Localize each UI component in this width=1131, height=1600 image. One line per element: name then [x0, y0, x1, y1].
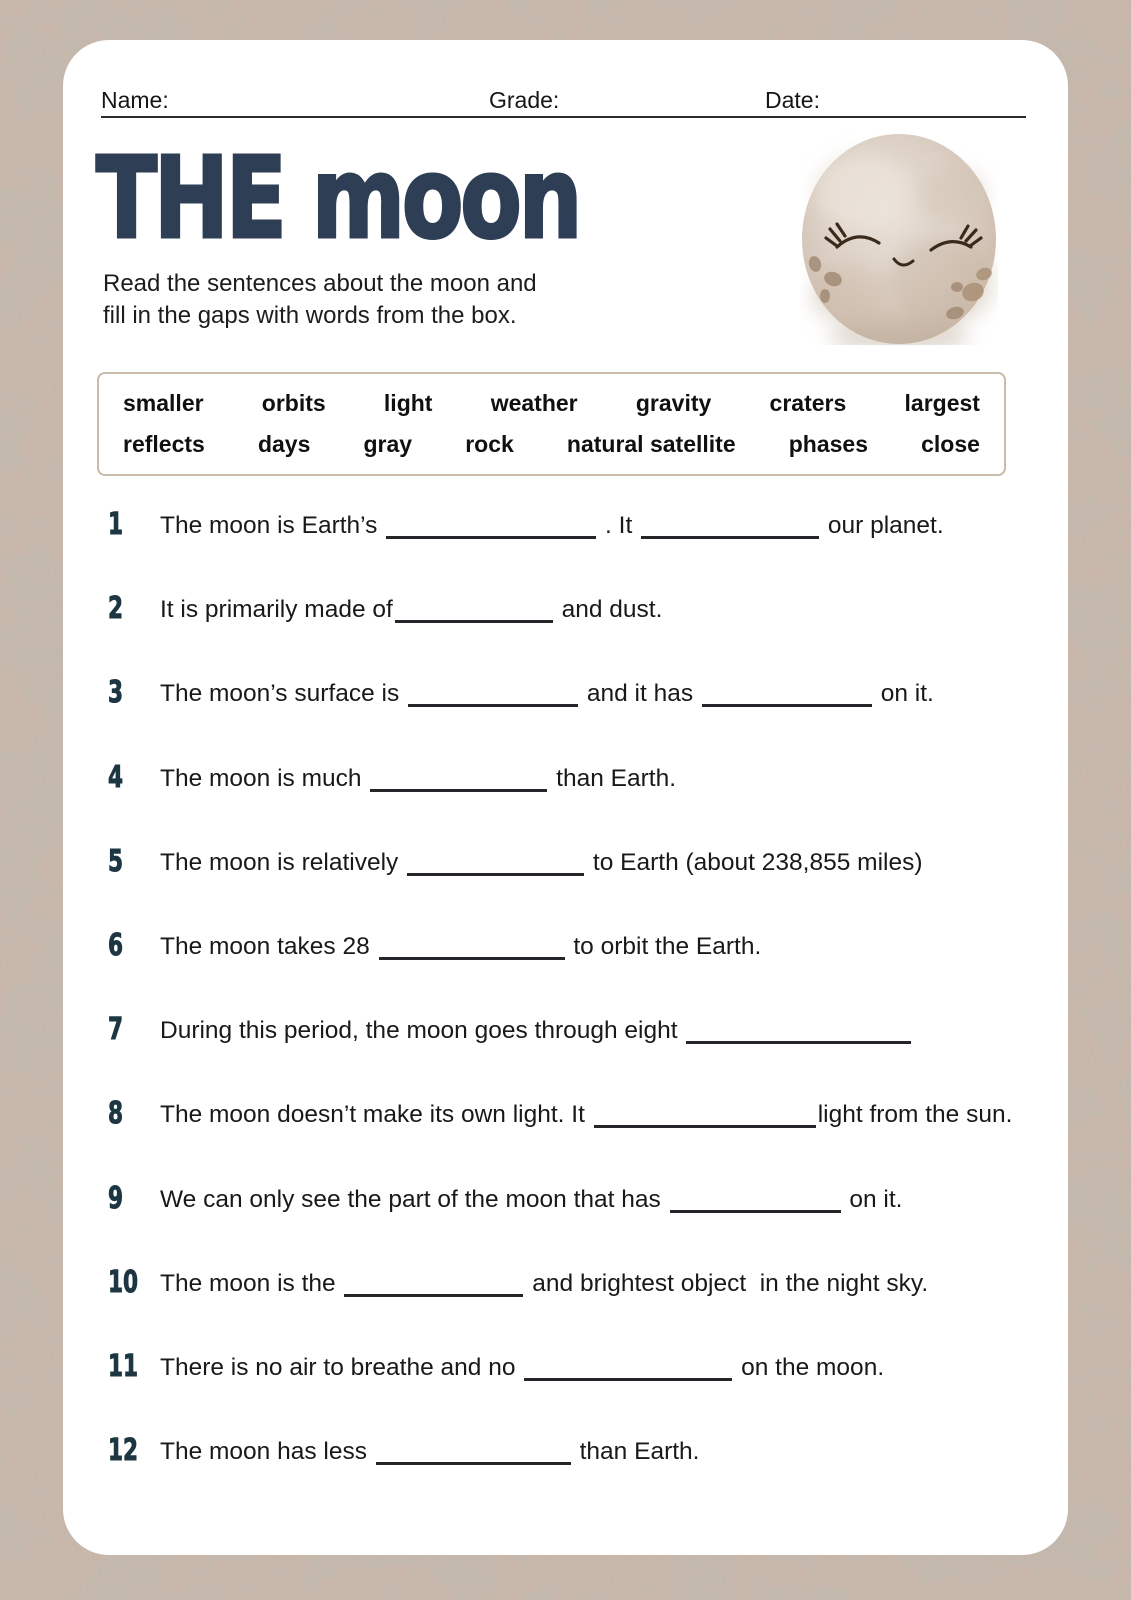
- instructions-line-1: Read the sentences about the moon and: [103, 270, 537, 297]
- sentence-text: [160, 763, 676, 794]
- fill-in-blank[interactable]: [379, 937, 565, 960]
- word-bank-item: natural satellite: [566, 431, 736, 457]
- sentence-fragment: to orbit the Earth.: [566, 932, 762, 960]
- sentence-row: [108, 1180, 1043, 1268]
- word-bank-item: days: [257, 431, 311, 457]
- word-bank-item: gravity: [635, 390, 712, 416]
- sentence-fragment: than Earth.: [549, 764, 677, 792]
- sentence-row: [108, 675, 1043, 762]
- fill-in-blank[interactable]: [395, 600, 553, 623]
- sentence-number: 11: [108, 1348, 139, 1384]
- sentence-number: 9: [108, 1180, 124, 1216]
- sentence-row: [108, 759, 1043, 847]
- word-bank-item: close: [921, 431, 980, 457]
- sentence-fragment: During this period, the moon goes through eight: [160, 1017, 685, 1045]
- sentence-text: [160, 1099, 1012, 1130]
- sentence-row: [108, 1012, 1043, 1099]
- sentence-text: [160, 678, 934, 709]
- sentence-fragment: on it.: [842, 1185, 903, 1213]
- sentence-fragment: on the moon.: [734, 1353, 885, 1381]
- fill-in-blank[interactable]: [524, 1358, 732, 1381]
- sentence-row: [108, 1096, 1043, 1183]
- word-bank-row-2: [123, 431, 980, 458]
- sentence-fragment: We can only see the part of the moon that has: [160, 1185, 668, 1213]
- sentence-text: [160, 1015, 913, 1046]
- fill-in-blank[interactable]: [407, 853, 584, 876]
- sentence-fragment: on it.: [873, 680, 934, 708]
- word-bank-row-1: [123, 390, 980, 417]
- word-bank-item: gray: [363, 431, 413, 457]
- sentence-fragment: The moon is the: [160, 1269, 343, 1297]
- sentence-number: 6: [108, 927, 124, 963]
- word-bank-item: smaller: [123, 390, 204, 416]
- sentence-fragment: The moon’s surface is: [160, 680, 407, 708]
- sentence-row: [108, 1348, 1043, 1436]
- date-label: Date:: [765, 87, 820, 113]
- sentence-row: [108, 591, 1043, 678]
- sentence-number: 3: [108, 675, 124, 711]
- fill-in-blank[interactable]: [344, 1274, 523, 1297]
- sentence-number: 7: [108, 1012, 124, 1048]
- word-bank: [97, 372, 1006, 476]
- sentence-text: [160, 931, 761, 962]
- sentence-number: 8: [108, 1096, 124, 1132]
- sentence-fragment: and dust.: [554, 596, 663, 624]
- sentence-fragment: our planet.: [821, 512, 944, 539]
- sentence-fragment: than Earth.: [572, 1438, 700, 1466]
- sentence-number: 4: [108, 759, 124, 795]
- sentence-fragment: The moon has less: [160, 1438, 374, 1466]
- sentence-text: [160, 1436, 699, 1467]
- fill-in-blank[interactable]: [376, 1442, 571, 1465]
- sentence-number: 10: [108, 1264, 139, 1300]
- word-bank-item: phases: [788, 431, 868, 457]
- word-bank-item: craters: [769, 390, 847, 416]
- sentence-row: [108, 507, 1043, 594]
- sleeping-moon-illustration: [800, 133, 998, 345]
- sentence-text: [160, 1184, 903, 1215]
- word-bank-item: largest: [904, 390, 980, 416]
- instructions: [103, 268, 537, 332]
- word-bank-item: light: [383, 390, 433, 416]
- sentence-number: 2: [108, 591, 124, 627]
- header-write-line[interactable]: [101, 116, 1026, 118]
- word-bank-item: orbits: [261, 390, 326, 416]
- sentence-fragment: It is primarily made of: [160, 596, 393, 624]
- sentence-fragment: and it has: [580, 680, 700, 708]
- fill-in-blank[interactable]: [594, 1105, 816, 1128]
- fill-in-blank[interactable]: [702, 684, 872, 707]
- sentence-fragment: The moon is relatively: [160, 848, 406, 876]
- page-title: THE moon: [96, 134, 580, 264]
- sentence-number: 1: [108, 507, 124, 542]
- word-bank-item: rock: [465, 431, 514, 457]
- sentence-fragment: The moon doesn’t make its own light. It: [160, 1101, 592, 1129]
- fill-in-blank[interactable]: [686, 1021, 911, 1044]
- fill-in-blank[interactable]: [670, 1190, 841, 1213]
- fill-in-blank[interactable]: [641, 516, 819, 539]
- sentence-text: [160, 847, 923, 878]
- grade-label: Grade:: [489, 87, 560, 113]
- fill-in-blank[interactable]: [370, 769, 547, 792]
- sentence-row: [108, 927, 1043, 1015]
- worksheet-sheet: [63, 40, 1068, 1555]
- sentence-row: [108, 1264, 1043, 1352]
- name-label: Name:: [101, 87, 169, 113]
- word-bank-item: reflects: [123, 431, 205, 457]
- sentence-text: [160, 594, 662, 625]
- sentence-fragment: to Earth (about 238,855 miles): [586, 848, 923, 876]
- sentence-number: 12: [108, 1433, 139, 1469]
- sentence-row: [108, 843, 1043, 931]
- fill-in-blank[interactable]: [408, 684, 578, 707]
- sentence-fragment: There is no air to breathe and no: [160, 1353, 523, 1381]
- sentence-fragment: The moon is Earth’s: [160, 512, 385, 539]
- sentence-number: 5: [108, 843, 124, 879]
- sentence-text: [160, 1268, 928, 1299]
- fill-in-blank[interactable]: [386, 516, 596, 539]
- instructions-line-2: fill in the gaps with words from the box.: [103, 302, 517, 329]
- word-bank-item: weather: [490, 390, 578, 416]
- sentence-row: [108, 1433, 1043, 1520]
- sentence-fragment: and brightest object in the night sky.: [525, 1269, 929, 1297]
- sentence-list: [108, 507, 1043, 1520]
- sentence-fragment: The moon is much: [160, 764, 369, 792]
- sentence-text: [160, 510, 944, 541]
- sentence-fragment: light from the sun.: [817, 1101, 1013, 1129]
- sentence-text: [160, 1352, 884, 1383]
- sentence-fragment: The moon takes 28: [160, 932, 377, 960]
- sentence-fragment: . It: [598, 512, 640, 539]
- header-row: [101, 87, 1026, 117]
